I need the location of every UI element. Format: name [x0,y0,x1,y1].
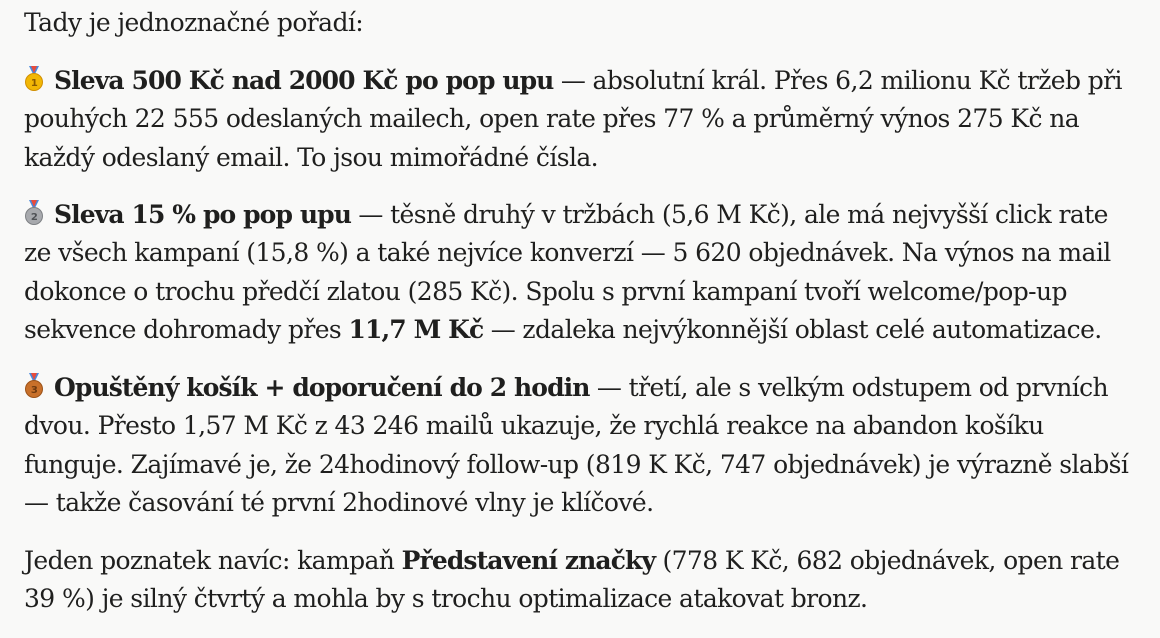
ranking-item-text: — absolutní král. Přes 6,2 milionu Kč tržeb při pouhých 22 555 odeslaných mailech, open rate přes 77 % a průměrný výnos 275 Kč na každý odeslaný email. To jsou mimořádné čísla. [24,66,1122,172]
ranking-item-highlight: 11,7 M Kč [348,315,484,345]
svg-text:3: 3 [30,385,38,396]
svg-text:1: 1 [30,78,38,89]
svg-text:2: 2 [30,212,38,223]
intro-text: Tady je jednoznačné pořadí: [24,8,364,37]
bronze-medal-icon [24,373,44,399]
note-text: (778 K Kč, 682 objednávek, open rate 39 %) je silný čtvrtý a mohla by s trochu optimalizace atakovat bronz. [24,546,1120,614]
extra-note [24,542,1136,619]
silver-medal-icon [24,200,44,226]
ranking-item-gold [24,62,1136,177]
ranking-item-title: Sleva 500 Kč nad 2000 Kč po pop upu [54,66,554,95]
ranking-item-text: — těsně druhý v tržbách (5,6 M Kč), ale má nejvyšší click rate ze všech kampaní (15,8 %) a také nejvíce konverzí — 5 620 objednávek. Na výnos na mail dokonce o trochu předčí zlatou (285 Kč). Spolu s první kampaní tvoří welcome/pop-up sekvence dohromady přes [24,200,1111,345]
ranking-item-text: — zdaleka nejvýkonnější oblast celé automatizace. [483,315,1102,345]
ranking-item-title: Opuštěný košík + doporučení do 2 hodin [54,373,590,402]
ranking-item-silver [24,196,1136,350]
note-text: Jeden poznatek navíc: kampaň [24,546,402,575]
ranking-item-text: — třetí, ale s velkým odstupem od prvních dvou. Přesto 1,57 M Kč z 43 246 mailů ukazuje, že rychlá reakce na abandon košíku funguje. Zajímavé je, že 24hodinový follow-up (819 K Kč, 747 objednávek) je výrazně slabší — takže časování té první 2hodinové vlny je klíčové. [24,373,1129,518]
gold-medal-icon [24,66,44,92]
note-highlight: Představení značky [401,546,656,575]
ranking-item-title: Sleva 15 % po pop upu [54,200,351,229]
ranking-item-bronze [24,369,1136,523]
